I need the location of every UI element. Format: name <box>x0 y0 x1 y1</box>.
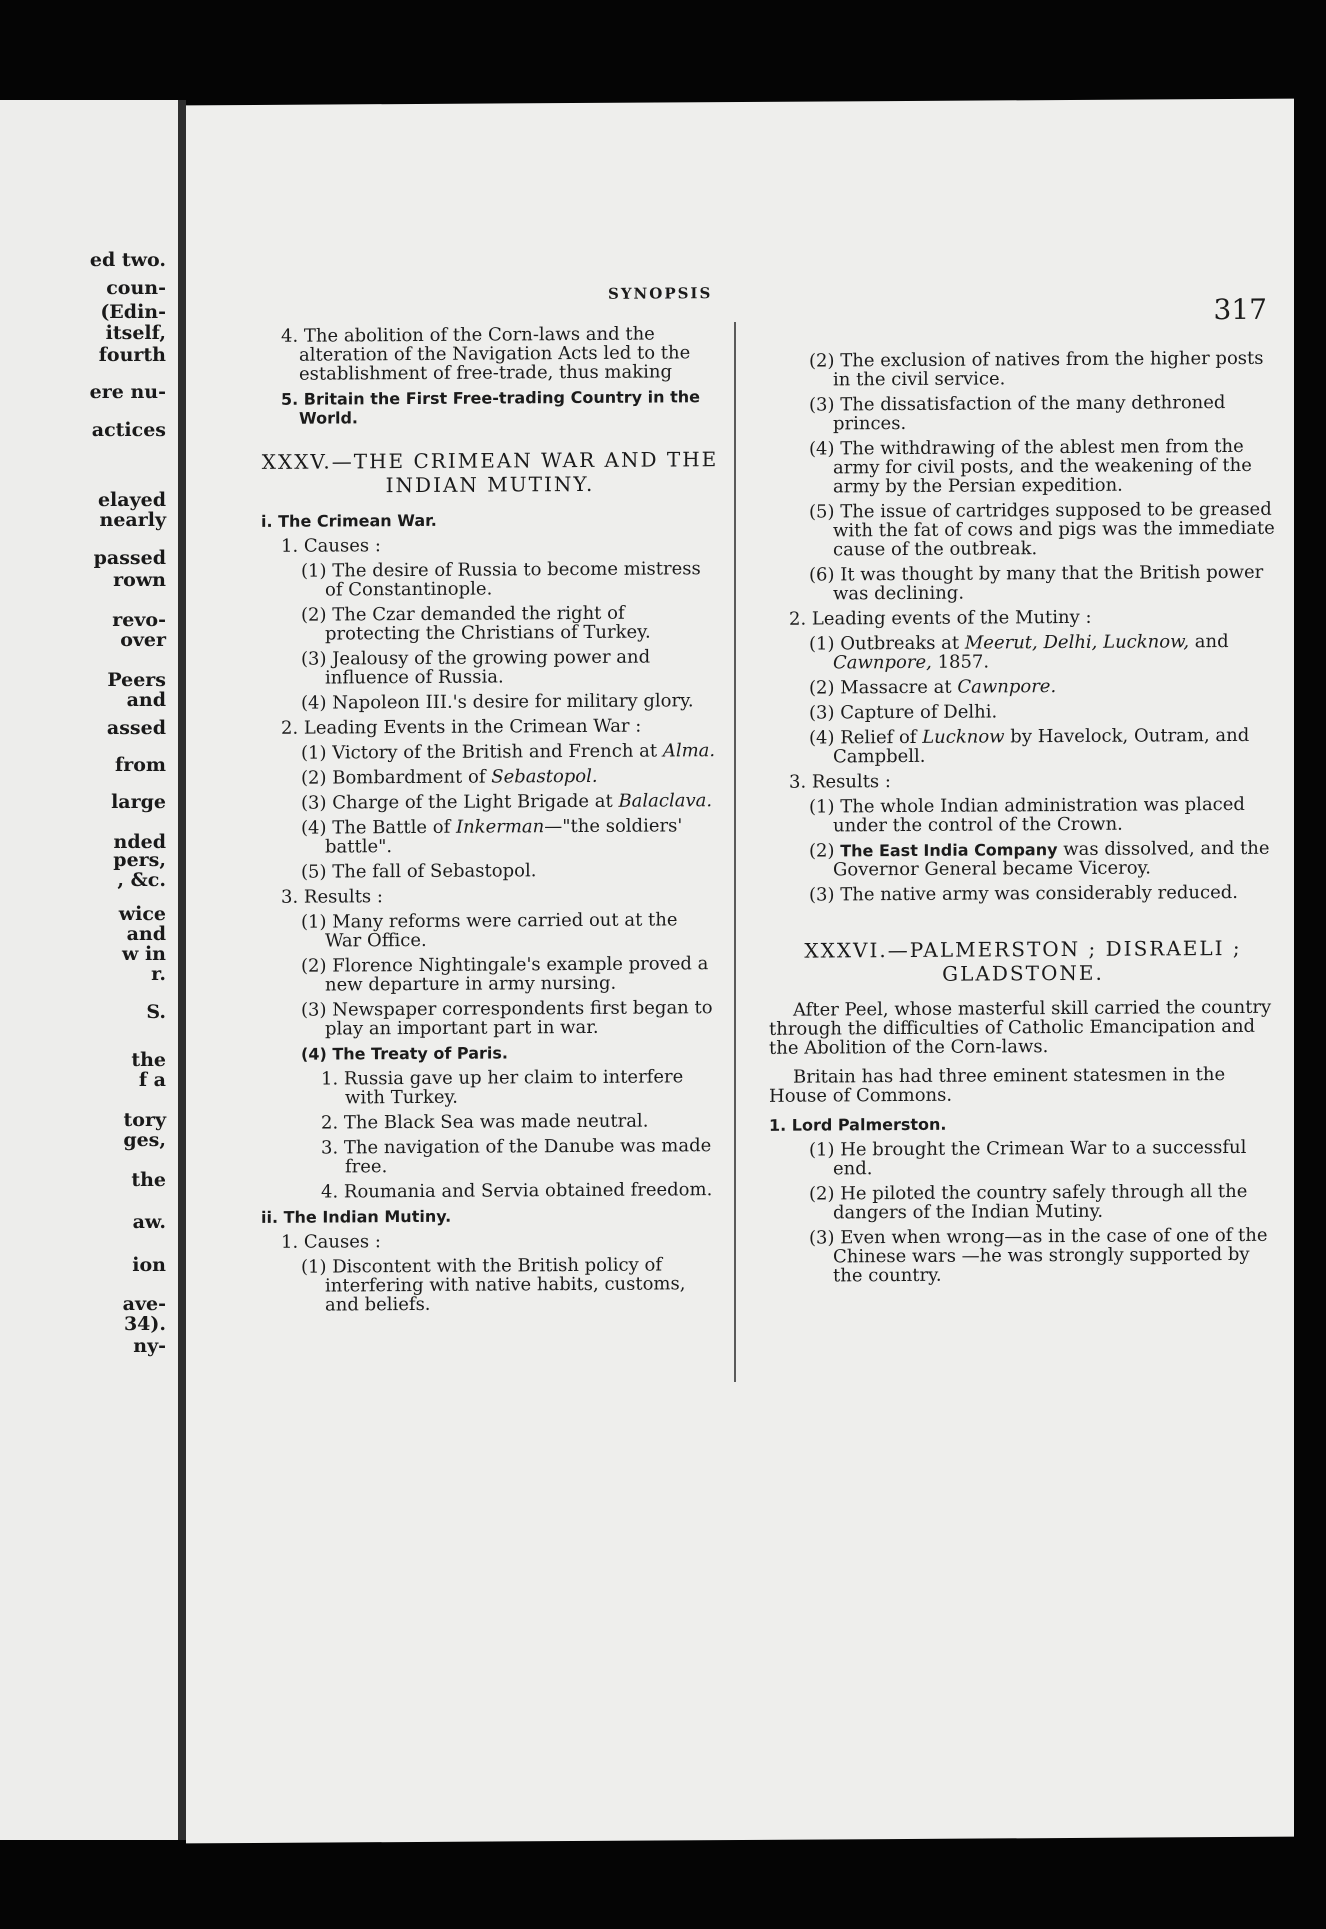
left-page-text-fragment: the <box>131 1049 166 1071</box>
left-page-text-fragment: pers, <box>113 849 166 871</box>
left-column <box>261 324 719 1321</box>
list-item: (4) The withdrawing of the ablest men from the army for civil posts, and the weakening of the army by the Persian expedition. <box>809 435 1252 498</box>
list-label: 1. Causes : <box>281 535 381 557</box>
left-page-text-fragment: ny- <box>133 1335 166 1357</box>
paragraph: After Peel, whose masterful skill carried the country through the difficulties of Catholic Emancipation and the Abolition of the Corn-laws. <box>769 996 1272 1059</box>
list-item: (4) Napoleon III.'s desire for military glory. <box>301 690 694 714</box>
left-page-text-fragment: fourth <box>98 344 166 366</box>
list-item: (3) Jealousy of the growing power and influence of Russia. <box>301 646 651 689</box>
list-item: (2) The Czar demanded the right of protecting the Christians of Turkey. <box>301 602 651 645</box>
left-page-text-fragment: aw. <box>132 1211 166 1233</box>
left-page-text-fragment: from <box>115 754 166 776</box>
list-label: 2. Leading Events in the Crimean War : <box>281 715 642 739</box>
list-item: (1) Discontent with the British policy of interfering with native habits, customs, and beliefs. <box>301 1254 686 1316</box>
right-column <box>769 349 1277 1292</box>
list-label: 2. Leading events of the Mutiny : <box>789 606 1092 630</box>
left-page-text-fragment: f a <box>138 1069 166 1091</box>
page-number: 317 <box>1213 292 1267 327</box>
list-item: (2) Massacre at Cawnpore. <box>809 676 1057 699</box>
list-label: 3. Results : <box>789 771 891 793</box>
book-gutter <box>178 100 186 1840</box>
left-page-text-fragment: wice <box>118 903 166 925</box>
list-item: 5. Britain the First Free-trading Country in the World. <box>281 387 700 428</box>
left-page-text-fragment: actices <box>91 419 166 441</box>
list-item: (2) The East India Company was dissolved, and the Governor General became Viceroy. <box>809 837 1270 881</box>
section-heading: XXXVI.—PALMERSTON ; DISRAELI ; GLADSTONE. <box>804 935 1242 986</box>
left-page-text-fragment: (Edin- <box>100 301 166 323</box>
running-title: SYNOPSIS <box>608 284 713 303</box>
left-page-text-fragment: r. <box>151 963 166 985</box>
left-page-text-fragment: the <box>131 1169 166 1191</box>
column-divider <box>734 322 736 1382</box>
left-page-text-fragment: large <box>111 791 166 813</box>
list-item: (2) Florence Nightingale's example proved a new departure in army nursing. <box>301 953 709 996</box>
subsection-title: ii. The Indian Mutiny. <box>261 1206 452 1227</box>
left-page-text-fragment: ion <box>132 1254 166 1276</box>
left-page-text-fragment: nded <box>113 831 166 853</box>
list-item: (3) The native army was considerably reduced. <box>809 881 1238 906</box>
list-item: (5) The fall of Sebastopol. <box>301 860 537 883</box>
list-item: (2) The exclusion of natives from the higher posts in the civil service. <box>809 347 1264 391</box>
list-item: (3) Charge of the Light Brigade at Balaclava. <box>301 790 713 814</box>
subsection-title: 1. Lord Palmerston. <box>769 1114 947 1135</box>
list-item: (2) Bombardment of Sebastopol. <box>301 765 598 789</box>
left-page-text-fragment: w in <box>121 943 166 965</box>
list-item: (1) The whole Indian administration was placed under the control of the Crown. <box>809 793 1245 837</box>
list-item: (5) The issue of cartridges supposed to be greased with the fat of cows and pigs was the immediate cause of the outbreak. <box>809 498 1275 561</box>
left-facing-page <box>0 100 180 1840</box>
list-item: 1. Russia gave up her claim to interfere with Turkey. <box>321 1066 684 1109</box>
list-item: (4) Relief of Lucknow by Havelock, Outram, and Campbell. <box>809 724 1250 768</box>
left-page-text-fragment: itself, <box>105 322 166 344</box>
left-page-text-fragment: and <box>126 923 166 945</box>
left-page-text-fragment: ave- <box>122 1293 166 1315</box>
subsection-title: i. The Crimean War. <box>261 510 437 531</box>
left-page-text-fragment: Peers <box>107 669 166 691</box>
paragraph: Britain has had three eminent statesmen in the House of Commons. <box>769 1064 1226 1107</box>
left-page-text-fragment: , &c. <box>117 869 166 891</box>
left-page-text-fragment: passed <box>93 547 166 569</box>
left-page-text-fragment: elayed <box>97 489 166 511</box>
left-page-text-fragment: coun- <box>106 277 166 299</box>
list-item: (3) Capture of Delhi. <box>809 701 998 724</box>
list-item: (1) He brought the Crimean War to a successful end. <box>809 1136 1247 1180</box>
left-page-text-fragment: revo- <box>112 609 166 631</box>
list-item: (3) Newspaper correspondents first began to play an important part in war. <box>301 997 713 1040</box>
left-page-text-fragment: ed two. <box>89 249 166 271</box>
book-page <box>186 99 1294 1844</box>
left-page-text-fragment: tory <box>123 1109 166 1131</box>
left-page-text-fragment: over <box>120 629 166 651</box>
left-page-text-fragment: assed <box>106 717 166 739</box>
list-item: (3) The dissatisfaction of the many dethroned princes. <box>809 392 1226 435</box>
list-label: 1. Causes : <box>281 1231 381 1253</box>
list-label: 3. Results : <box>281 886 383 908</box>
left-page-text-fragment: and <box>126 689 166 711</box>
left-page-text-fragment: S. <box>146 1001 166 1023</box>
list-item: (6) It was thought by many that the British power was declining. <box>809 561 1264 605</box>
list-item: 4. Roumania and Servia obtained freedom. <box>321 1179 713 1203</box>
left-page-text-fragment: rown <box>113 569 166 591</box>
list-item: (1) Outbreaks at Meerut, Delhi, Lucknow, and Cawnpore, 1857. <box>809 631 1229 674</box>
list-item: (2) He piloted the country safely through all the dangers of the Indian Mutiny. <box>809 1180 1248 1224</box>
list-item: 2. The Black Sea was made neutral. <box>321 1110 649 1134</box>
list-item: (1) The desire of Russia to become mistress of Constantinople. <box>301 558 701 601</box>
left-page-text-fragment: 34). <box>123 1313 166 1335</box>
list-item: (3) Even when wrong—as in the case of one of the Chinese wars —he was strongly supported by the country. <box>809 1224 1268 1287</box>
left-page-text-fragment: ges, <box>123 1129 166 1151</box>
list-item: 4. The abolition of the Corn-laws and the alteration of the Navigation Acts led to the establishment of free-trade, thus making <box>281 323 691 385</box>
list-label: (4) The Treaty of Paris. <box>301 1043 508 1064</box>
list-item: (1) Victory of the British and French at Alma. <box>301 740 716 764</box>
list-item: (1) Many reforms were carried out at the War Office. <box>301 909 678 952</box>
list-item: (4) The Battle of Inkerman—"the soldiers' battle". <box>301 815 683 858</box>
left-page-text-fragment: nearly <box>99 509 166 531</box>
list-item: 3. The navigation of the Danube was made free. <box>321 1135 712 1178</box>
section-heading: XXXV.—THE CRIMEAN WAR AND THE INDIAN MUTINY. <box>261 447 719 498</box>
left-page-text-fragment: ere nu- <box>89 381 166 403</box>
